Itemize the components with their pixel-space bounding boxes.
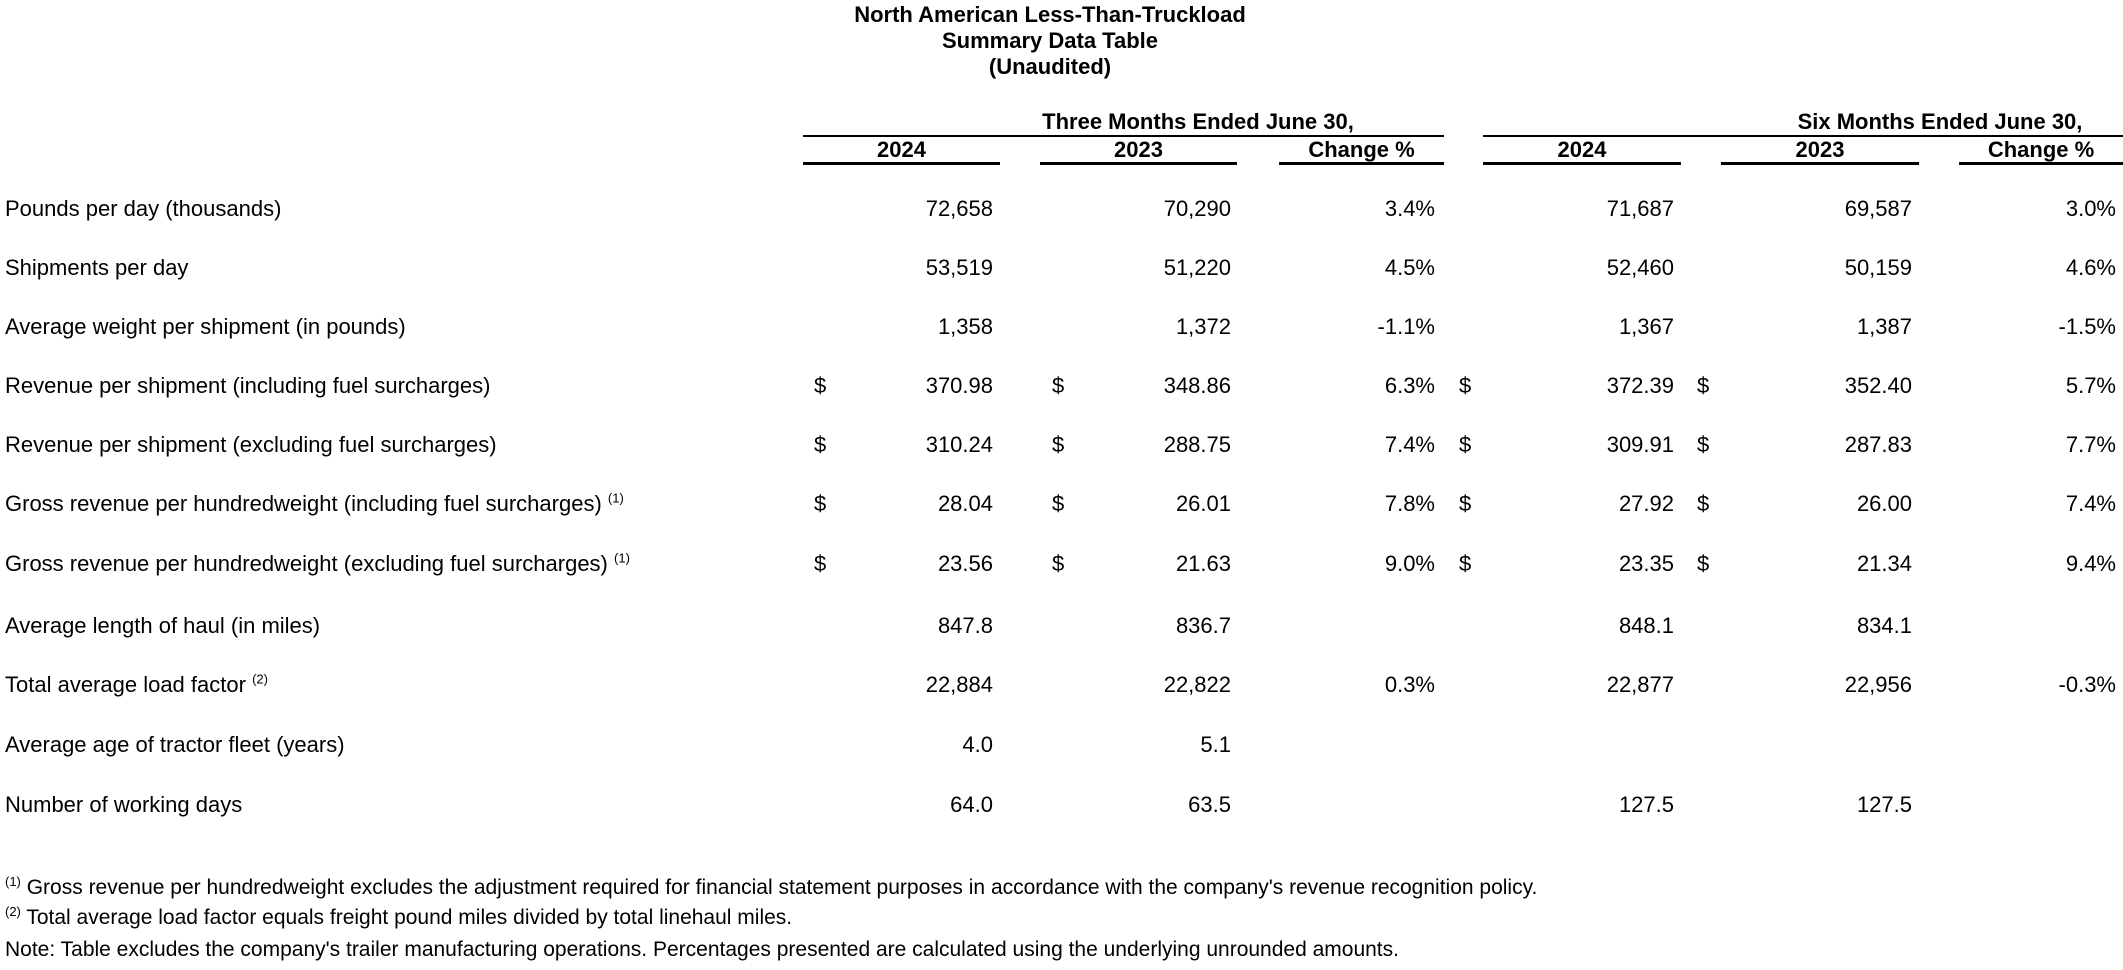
table-cell: 127.5	[1856, 792, 1912, 817]
currency-symbol: $	[814, 551, 827, 576]
title-line-3: (Unaudited)	[988, 54, 1112, 79]
table-cell: 23.35	[1618, 551, 1674, 576]
row-label-text: Average weight per shipment (in pounds)	[5, 314, 406, 339]
table-cell: -1.5%	[2058, 314, 2116, 339]
row-label-text: Gross revenue per hundredweight (including fuel surcharges)	[5, 491, 602, 516]
table-cell: 50,159	[1844, 255, 1912, 280]
row-label-text: Gross revenue per hundredweight (excluding fuel surcharges)	[5, 551, 608, 576]
group-header-six-months: Six Months Ended June 30,	[1797, 109, 2083, 134]
table-cell: 287.83	[1844, 432, 1912, 457]
footnote-1-text: Gross revenue per hundredweight excludes the adjustment required for financial statement purposes in accordance with the company's revenue recognition policy.	[20, 876, 1538, 899]
table-cell: 28.04	[937, 491, 993, 516]
table-cell: 372.39	[1606, 373, 1674, 398]
row-label-text: Pounds per day (thousands)	[5, 196, 282, 221]
row-label	[5, 432, 497, 458]
table-cell: 53,519	[925, 255, 993, 280]
table-cell: 72,658	[925, 196, 993, 221]
table-cell: 70,290	[1163, 196, 1231, 221]
currency-symbol: $	[1697, 373, 1710, 398]
table-cell: 21.63	[1175, 551, 1231, 576]
currency-symbol: $	[1052, 432, 1065, 457]
row-label-text: Revenue per shipment (including fuel surcharges)	[5, 373, 491, 398]
table-cell: 22,877	[1606, 672, 1674, 697]
table-cell: 127.5	[1618, 792, 1674, 817]
col-underline-6m-2024	[1483, 162, 1681, 165]
col-header-3m-2023: 2023	[1114, 137, 1163, 162]
table-cell: 288.75	[1163, 432, 1231, 457]
footnote-note	[5, 937, 1399, 963]
table-cell: 348.86	[1163, 373, 1231, 398]
currency-symbol: $	[1052, 373, 1065, 398]
table-cell: 9.4%	[2065, 551, 2116, 576]
row-label	[5, 491, 624, 517]
group-header-three-months: Three Months Ended June 30,	[1042, 109, 1354, 134]
table-cell: 23.56	[937, 551, 993, 576]
table-cell: 1,387	[1856, 314, 1912, 339]
row-label-text: Revenue per shipment (excluding fuel surcharges)	[5, 432, 497, 457]
table-cell: 1,372	[1175, 314, 1231, 339]
table-cell: -1.1%	[1377, 314, 1435, 339]
table-cell: 352.40	[1844, 373, 1912, 398]
table-cell: 9.0%	[1384, 551, 1435, 576]
table-cell: 3.4%	[1384, 196, 1435, 221]
table-cell: 310.24	[925, 432, 993, 457]
table-cell: 0.3%	[1384, 672, 1435, 697]
table-cell: 309.91	[1606, 432, 1674, 457]
row-label	[5, 373, 490, 399]
table-cell: 847.8	[937, 613, 993, 638]
row-label-text: Shipments per day	[5, 255, 189, 280]
table-cell: 26.00	[1856, 491, 1912, 516]
table-cell: -0.3%	[2058, 672, 2116, 697]
col-underline-6m-change	[1959, 162, 2123, 165]
currency-symbol: $	[1459, 432, 1472, 457]
row-label	[5, 672, 268, 698]
row-label-text: Total average load factor	[5, 672, 246, 697]
row-label	[5, 255, 188, 281]
table-cell: 26.01	[1175, 491, 1231, 516]
currency-symbol: $	[814, 491, 827, 516]
title-line-2: Summary Data Table	[941, 28, 1158, 53]
footnote-2-marker: (2)	[5, 904, 21, 919]
table-cell: 4.5%	[1384, 255, 1435, 280]
table-cell: 63.5	[1188, 792, 1231, 817]
table-cell: 4.0	[962, 732, 993, 757]
table-cell: 7.7%	[2065, 432, 2116, 457]
table-cell: 22,884	[925, 672, 993, 697]
table-cell: 4.6%	[2065, 255, 2116, 280]
row-label-text: Number of working days	[5, 792, 243, 817]
col-header-6m-2023: 2023	[1795, 137, 1845, 162]
col-underline-6m-2023	[1721, 162, 1919, 165]
table-cell: 836.7	[1175, 613, 1231, 638]
table-cell: 370.98	[925, 373, 993, 398]
table-cell: 834.1	[1856, 613, 1912, 638]
footnote-2-text: Total average load factor equals freight pound miles divided by total linehaul miles.	[20, 906, 793, 929]
table-cell: 5.1	[1200, 732, 1231, 757]
row-label	[5, 792, 242, 818]
row-label-text: Average age of tractor fleet (years)	[5, 732, 345, 757]
row-footnote-marker: (1)	[607, 490, 624, 506]
currency-symbol: $	[814, 432, 827, 457]
currency-symbol: $	[1459, 491, 1472, 516]
table-cell: 22,822	[1163, 672, 1231, 697]
table-cell: 848.1	[1618, 613, 1674, 638]
table-cell: 3.0%	[2065, 196, 2116, 221]
table-cell: 21.34	[1856, 551, 1912, 576]
table-cell: 22,956	[1844, 672, 1912, 697]
col-header-6m-2024: 2024	[1557, 137, 1607, 162]
col-header-3m-change: Change %	[1308, 137, 1415, 162]
footnote-2	[5, 905, 792, 931]
currency-symbol: $	[1459, 373, 1472, 398]
col-underline-3m-change	[1279, 162, 1444, 165]
currency-symbol: $	[1697, 551, 1710, 576]
title-line-1: North American Less-Than-Truckload	[854, 2, 1246, 27]
table-cell: 7.4%	[2065, 491, 2116, 516]
row-label	[5, 551, 630, 577]
currency-symbol: $	[1459, 551, 1472, 576]
table-cell: 1,367	[1618, 314, 1674, 339]
table-cell: 51,220	[1163, 255, 1231, 280]
row-footnote-marker: (1)	[614, 550, 630, 566]
table-cell: 69,587	[1844, 196, 1912, 221]
col-header-6m-change: Change %	[1987, 137, 2095, 162]
currency-symbol: $	[1697, 491, 1710, 516]
table-cell: 71,687	[1606, 196, 1674, 221]
table-cell: 7.8%	[1384, 491, 1435, 516]
footnote-1	[5, 875, 1537, 901]
footnote-note-text: Note: Table excludes the company's trailer manufacturing operations. Percentages presented are calculated using the underlying unrounded amounts.	[5, 938, 1399, 961]
footnote-1-marker: (1)	[5, 874, 21, 889]
row-label	[5, 314, 406, 340]
col-underline-3m-2024	[803, 162, 1000, 165]
col-header-3m-2024: 2024	[877, 137, 926, 162]
table-cell: 52,460	[1606, 255, 1674, 280]
table-cell: 7.4%	[1384, 432, 1435, 457]
row-footnote-marker: (2)	[252, 671, 268, 687]
row-label	[5, 732, 345, 758]
table-cell: 27.92	[1618, 491, 1674, 516]
currency-symbol: $	[1052, 551, 1065, 576]
table-cell: 64.0	[950, 792, 993, 817]
currency-symbol: $	[1697, 432, 1710, 457]
row-label	[5, 196, 281, 222]
table-cell: 1,358	[937, 314, 993, 339]
col-underline-3m-2023	[1040, 162, 1237, 165]
row-label-text: Average length of haul (in miles)	[5, 613, 321, 638]
currency-symbol: $	[1052, 491, 1065, 516]
currency-symbol: $	[814, 373, 827, 398]
table-cell: 5.7%	[2065, 373, 2116, 398]
table-cell: 6.3%	[1384, 373, 1435, 398]
row-label	[5, 613, 320, 639]
